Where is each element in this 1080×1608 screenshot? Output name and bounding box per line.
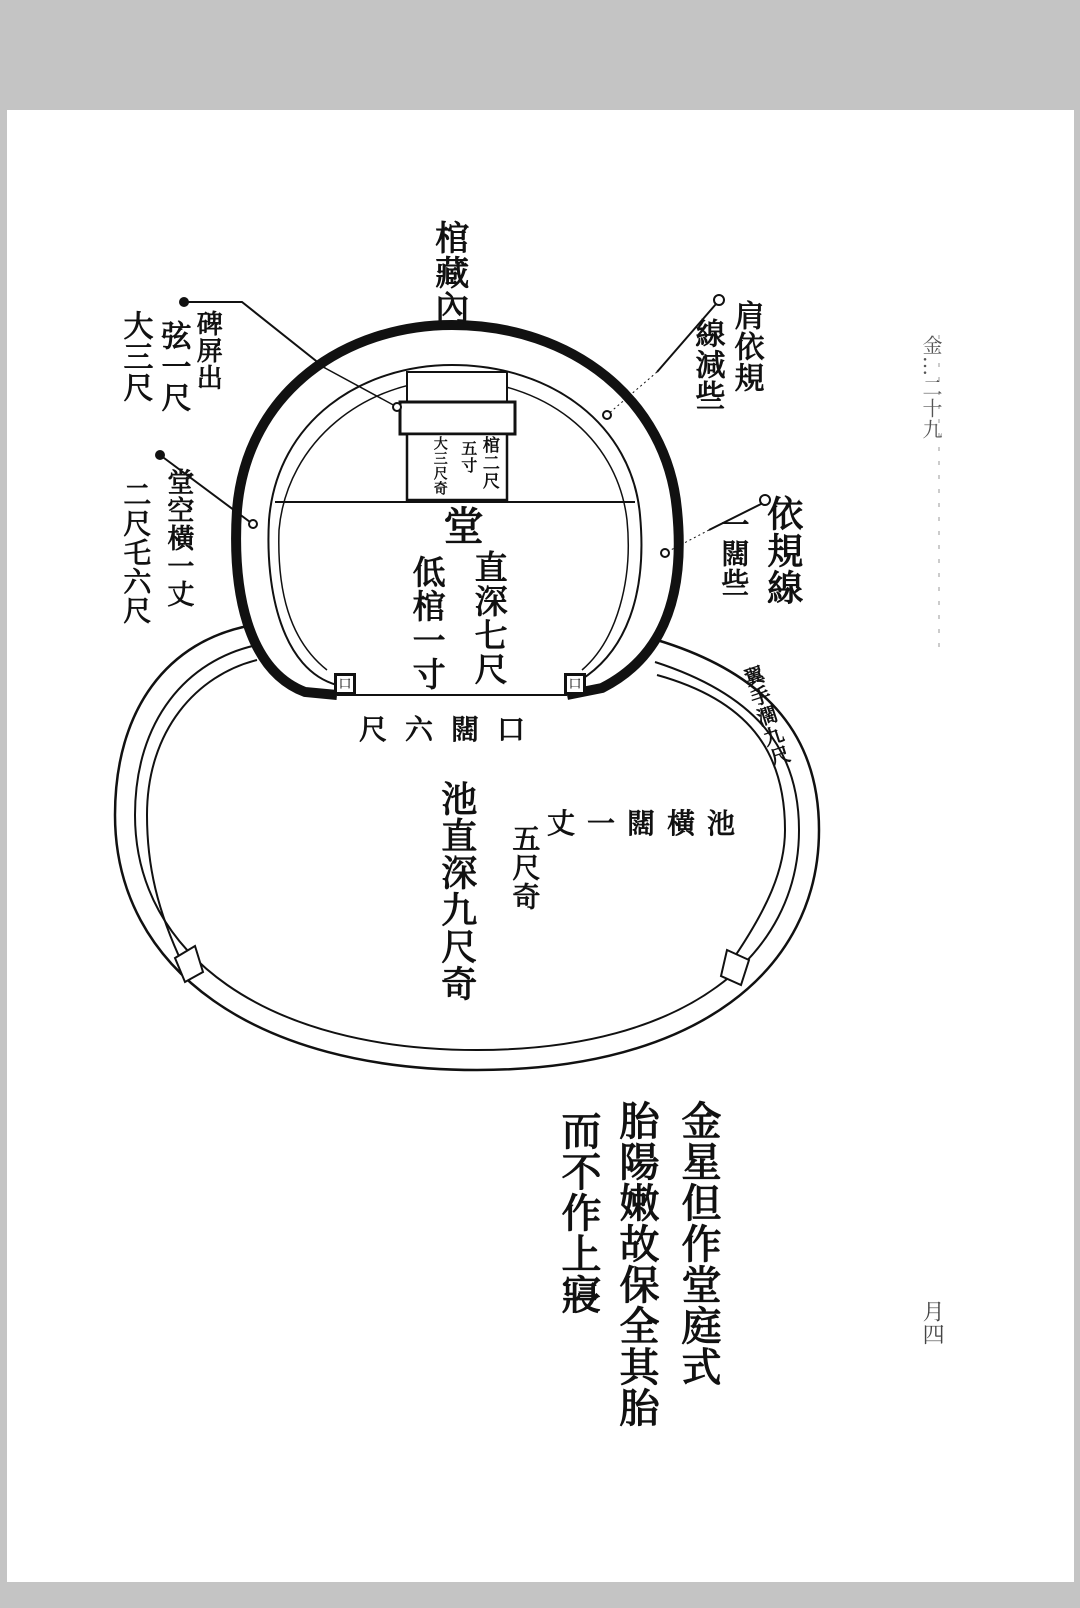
left-pillar-glyph: 口 [338,676,352,692]
right-pillar-glyph: 口 [568,676,582,692]
coffin-text-col-2: 五寸 [458,440,478,474]
hall-width-note-col-1: 堂空橫一丈 [162,468,194,608]
hall-title: 堂 [437,505,484,546]
shoulder-note-col-2: 線減些 [689,318,725,411]
margin-page-number: 月四 [919,1300,945,1346]
hall-width-note-col-2: 二尺乇六尺 [119,480,153,625]
commentary-col-2: 胎陽嫩故保全其胎 [613,1100,660,1428]
left-mouth-pillar [334,673,356,695]
stele-note-col-3: 大三尺 [117,310,153,403]
margin-text: 金…二十九 [919,335,943,440]
coffin-text-col-3: 大三尺奇 [431,436,448,496]
pool-depth-label: 池直深九尺奇 [435,780,478,1002]
right-mouth-pillar [564,673,586,695]
pool-left-gap [175,946,203,982]
top-label: 棺藏內 [428,220,469,325]
hall-depth: 直深七尺 [469,550,509,686]
pool-third-ring [147,660,257,965]
hall-coffin-offset: 低棺一寸 [407,555,447,691]
page-sheet [7,110,1074,1582]
coffin-lid-extension [407,372,507,402]
stele-note-col-1: 碑屏出 [192,310,223,391]
pool-width-label: 池橫闊一丈 [547,807,748,840]
pool-width-extra: 五尺奇 [508,824,542,911]
side-note-col-2: 一闊些 [717,510,751,597]
pool-arm-label: 翼手濶九尺 [738,662,794,771]
mouth-label: 口闊六尺 [359,713,544,746]
coffin-text-col-1: 棺二尺 [478,436,499,490]
shoulder-note-col-1: 肩依規 [728,300,764,393]
commentary-col-1: 金星但作堂庭式 [675,1100,722,1387]
commentary-col-3: 而不作上寢 [555,1110,602,1315]
coffin-lid [400,402,515,434]
stele-note-col-2: 弦一尺 [155,320,191,413]
side-note-col-1: 依規線 [761,495,804,606]
